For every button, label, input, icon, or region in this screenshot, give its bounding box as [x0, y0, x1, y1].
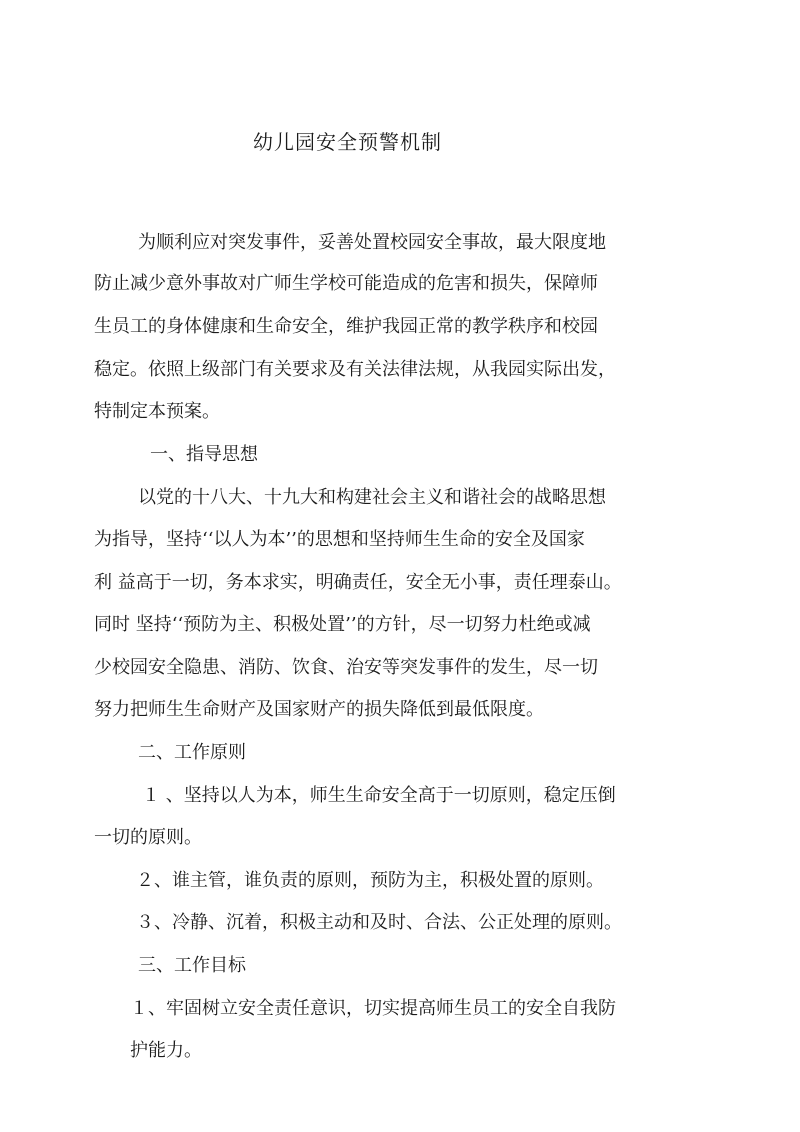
- page-title: 幼儿园安全预警机制: [253, 130, 442, 154]
- section-heading: 一、指导思想: [150, 444, 258, 465]
- paragraph-line: ２、谁主管，谁负责的原则，预防为主，积极处置的原则。: [136, 870, 604, 891]
- section-heading: 二、工作原则: [138, 742, 246, 763]
- paragraph-line: 努力把师生生命财产及国家财产的损失降低到最低限度。: [94, 699, 544, 720]
- paragraph-line: 少校园安全隐患、消防、饮食、治安等突发事件的发生，尽一切: [94, 657, 598, 678]
- paragraph-line: 一切的原则。: [94, 827, 202, 848]
- paragraph-line: 特制定本预案。: [94, 401, 220, 422]
- section-heading: 三、工作目标: [138, 955, 246, 976]
- paragraph-line: 为指导，坚持‘‘以人为本’’的思想和坚持师生生命的安全及国家: [94, 529, 585, 550]
- paragraph-line: 护能力。: [130, 1040, 202, 1061]
- paragraph-line: 为顺利应对突发事件，妥善处置校园安全事故，最大限度地: [138, 232, 606, 253]
- paragraph-line: 防止减少意外事故对广师生学校可能造成的危害和损失，保障师: [94, 273, 598, 294]
- paragraph-line: 稳定。依照上级部门有关要求及有关法律法规，从我园实际出发，: [94, 359, 616, 380]
- paragraph-line: １、牢固树立安全责任意识，切实提高师生员工的安全自我防: [130, 998, 616, 1019]
- paragraph-line: 生员工的身体健康和生命安全，维护我园正常的教学秩序和校园: [94, 316, 598, 337]
- paragraph-line: 利 益高于一切，务本求实，明确责任，安全无小事，责任理泰山。: [94, 572, 622, 593]
- paragraph-line: 同时 坚持‘‘预防为主、积极处置’’的方针，尽一切努力杜绝或减: [94, 614, 591, 635]
- paragraph-line: ３、冷静、沉着，积极主动和及时、合法、公正处理的原则。: [136, 912, 622, 933]
- paragraph-line: 以党的十八大、十九大和构建社会主义和谐社会的战略思想: [138, 487, 606, 508]
- paragraph-line: １ 、坚持以人为本，师生生命安全高于一切原则，稳定压倒: [142, 785, 616, 806]
